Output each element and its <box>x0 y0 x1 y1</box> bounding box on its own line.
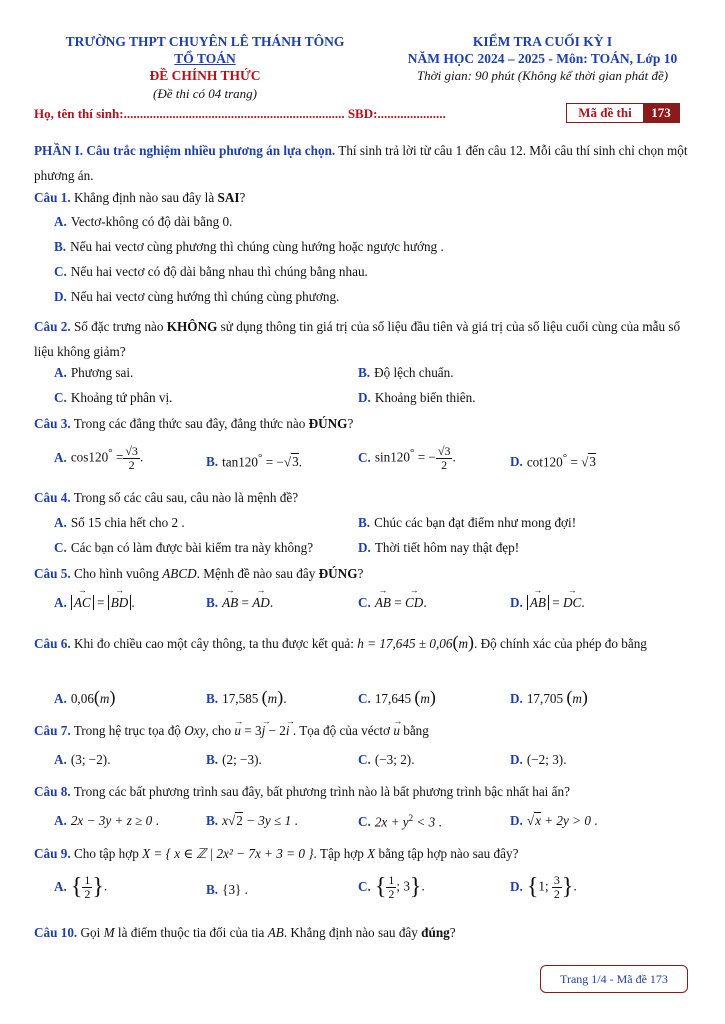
q1-option-a[interactable] <box>54 214 232 230</box>
question-label: Câu 2. <box>34 319 71 334</box>
question-text: Trong các đẳng thức sau đây, đẳng thức nào <box>70 416 309 431</box>
option-key: A. <box>54 752 67 767</box>
formula: . <box>269 595 274 610</box>
option-key: A. <box>54 813 67 828</box>
vector: → i <box>286 722 290 740</box>
q2-option-a[interactable] <box>54 365 133 381</box>
question-text: , cho <box>205 723 235 738</box>
question-text: Khi đo chiều cao một cây thông, ta thu được kết quả: <box>70 636 358 651</box>
formula: cos120 <box>70 449 109 465</box>
formula: − 3y ≤ 1 <box>242 813 292 828</box>
denominator: 2 <box>553 887 560 901</box>
q7-option-c[interactable]: C. (−3; 2). <box>358 752 415 767</box>
option-text: Nếu hai vectơ có độ dài bằng nhau thì chúng bằng nhau. <box>70 264 368 279</box>
option-key: C. <box>358 449 371 465</box>
formula: cot120 <box>526 454 563 470</box>
question-emphasis: KHÔNG <box>166 319 218 334</box>
q9-option-a[interactable]: A. { $\frac{1}{2}$ }. <box>54 873 108 901</box>
formula: . <box>131 595 135 610</box>
option-key: B. <box>206 454 219 470</box>
formula: ; 3 <box>396 878 410 894</box>
formula: = <box>567 454 582 470</box>
question-5 <box>34 565 690 583</box>
radicand: 2 <box>236 813 243 828</box>
option-text: (−3; 2) <box>374 752 412 767</box>
option-key: C. <box>54 390 67 405</box>
sbd-dots: ..................... <box>377 106 446 121</box>
denominator: 2 <box>388 887 395 901</box>
question-text: . Khẳng định nào sau đây <box>283 925 422 940</box>
q9-option-d[interactable]: D. {1; $\frac{3}{2}$ }. <box>510 873 577 901</box>
degree: ° <box>562 452 568 464</box>
question-2 <box>34 314 690 364</box>
option-text: 3 <box>228 882 236 897</box>
option-key: B. <box>206 882 219 897</box>
part1-intro <box>34 138 690 188</box>
part1-title: PHẦN I. Câu trắc nghiệm nhiều phương án lựa chọn. <box>34 143 336 158</box>
option-key: A. <box>54 595 67 610</box>
question-label: Câu 6. <box>34 636 71 651</box>
formula: = <box>93 595 108 610</box>
question-text: . Độ chính xác của phép đo bằng <box>474 636 647 651</box>
option-text: Nếu hai vectơ cùng hướng thì chúng cùng phương. <box>70 289 340 304</box>
q9-option-c[interactable]: C. { $\frac{1}{2}$ ; 3}. <box>358 873 425 901</box>
option-key: C. <box>54 264 67 279</box>
question-text: bằng tập hợp nào sau đây? <box>375 846 519 861</box>
q6-option-a[interactable]: A. 0,06(m) <box>54 687 116 707</box>
question-label: Câu 9. <box>34 846 71 861</box>
degree: ° <box>410 447 415 460</box>
formula: . <box>423 595 427 610</box>
school-name: TRƯỜNG THPT CHUYÊN LÊ THÁNH TÔNG <box>65 34 345 49</box>
q1-option-c[interactable] <box>54 264 368 280</box>
question-text: Trong số các câu sau, câu nào là mệnh đề? <box>70 490 299 505</box>
question-9 <box>34 845 690 863</box>
q4-option-a[interactable] <box>54 515 185 531</box>
q6-option-d[interactable]: D. 17,705 (m) <box>510 687 588 707</box>
question-emphasis: đúng <box>421 925 450 940</box>
formula: tan120 <box>222 454 258 470</box>
department-label: TỔ TOÁN <box>174 51 236 66</box>
question-4 <box>34 489 690 507</box>
option-key: C. <box>358 595 371 610</box>
year-subject: NĂM HỌC 2024 – 2025 - Môn: TOÁN, Lớp 10 <box>407 51 678 66</box>
q5-option-a[interactable] <box>54 595 135 611</box>
option-key: D. <box>510 691 523 706</box>
option-text: Phương sai. <box>70 365 134 380</box>
option-text: 2x − 3y + z ≥ 0 <box>70 813 153 828</box>
question-8 <box>34 783 690 801</box>
math-symbol: M <box>103 925 115 940</box>
option-key: C. <box>54 540 67 555</box>
option-text: Khoảng tứ phân vị. <box>70 390 173 405</box>
question-text: . Mệnh đề nào sau đây <box>196 566 319 581</box>
q9-option-b[interactable]: B. {3} . <box>206 882 248 897</box>
option-key: A. <box>54 878 67 894</box>
option-key: C. <box>358 814 371 830</box>
numerator: 1 <box>388 873 395 887</box>
question-7 <box>34 722 690 740</box>
q4-option-b[interactable] <box>358 515 576 531</box>
formula: . <box>298 454 303 470</box>
name-label: Họ, tên thí sinh: <box>34 106 124 121</box>
vector-magnitude <box>71 595 94 610</box>
option-key: A. <box>54 214 67 229</box>
option-text: (3; −2) <box>70 752 108 767</box>
vector: → AC <box>74 595 91 611</box>
vector: → DC <box>563 595 581 611</box>
q6-option-b[interactable]: B. 17,585 (m). <box>206 687 287 707</box>
formula: . <box>152 813 159 828</box>
option-key: B. <box>358 365 371 380</box>
question-text: Trong hệ trục tọa độ <box>70 723 185 738</box>
math-symbol: ABCD <box>162 566 197 581</box>
unit: m <box>572 691 582 706</box>
time-note: Thời gian: 90 phút (Không kể thời gian phát đề) <box>416 68 669 83</box>
question-emphasis: ĐÚNG <box>308 416 348 431</box>
numerator: √3 <box>125 444 138 458</box>
q8-option-c[interactable] <box>358 813 442 830</box>
q7-option-a[interactable]: A. (3; −2). <box>54 752 111 767</box>
q3-option-b[interactable]: B. tan120° = −√3. <box>206 452 303 470</box>
page-footer: Trang 1/4 - Mã đề 173 <box>540 965 688 993</box>
question-label: Câu 5. <box>34 566 71 581</box>
vector: → AD <box>252 595 270 611</box>
official-label: ĐỀ CHÍNH THỨC <box>149 68 261 83</box>
option-key: A. <box>54 515 67 530</box>
option-key: C. <box>358 691 371 706</box>
question-label: Câu 3. <box>34 416 71 431</box>
denominator: 2 <box>441 458 448 472</box>
question-text: là điểm thuộc tia đối của tia <box>114 925 268 940</box>
option-key: B. <box>206 595 219 610</box>
q5-option-b[interactable] <box>206 595 273 611</box>
name-dots: .................................................................... <box>123 106 345 121</box>
question-6: Câu 6. Khi đo chiều cao một cây thông, ta thu được kết quả: h = 17,645 ± 0,06(m). Độ chính xác của phép đo bằng <box>34 632 647 652</box>
option-key: B. <box>358 515 371 530</box>
question-text: . Tập hợp <box>313 846 368 861</box>
set-definition: X = { x ∈ ℤ | 2x² − 7x + 3 = 0 } <box>142 846 314 861</box>
exam-code-value: 173 <box>643 104 679 122</box>
q6-option-c[interactable]: C. 17,645 (m) <box>358 687 436 707</box>
fraction <box>386 874 396 901</box>
exponent: 2 <box>408 813 414 823</box>
formula: = 3 <box>240 723 262 738</box>
question-label: Câu 1. <box>34 190 71 205</box>
question-text: Gọi <box>77 925 104 940</box>
option-key: B. <box>206 691 219 706</box>
denominator: 2 <box>128 458 135 472</box>
candidate-name-line[interactable] <box>34 106 446 122</box>
formula: = <box>548 595 563 610</box>
q3-option-a[interactable] <box>54 445 143 472</box>
q7-option-d[interactable]: D. (−2; 3). <box>510 752 567 767</box>
fraction <box>552 874 562 901</box>
question-text: Khẳng định nào sau đây là <box>70 190 218 205</box>
denominator: 2 <box>84 887 91 901</box>
option-text: 17,585 <box>222 691 259 706</box>
option-key: B. <box>54 239 67 254</box>
question-emphasis: SAI <box>217 190 240 205</box>
question-text: . Tọa độ của véctơ <box>289 723 394 738</box>
q8-option-a[interactable] <box>54 813 159 829</box>
vector: → u <box>234 722 241 740</box>
option-text: Số 15 chia hết cho 2 . <box>70 515 185 530</box>
formula: . <box>581 595 585 610</box>
degree: ° <box>108 447 113 460</box>
option-text: 17,705 <box>526 691 564 706</box>
question-label: Câu 10. <box>34 925 78 940</box>
formula: = <box>390 595 405 610</box>
option-key: D. <box>510 752 523 767</box>
fraction <box>123 445 140 472</box>
option-key: D. <box>54 289 67 304</box>
vector-magnitude <box>108 595 135 610</box>
question-3 <box>34 415 690 433</box>
numerator: √3 <box>437 444 451 458</box>
pages-note: (Đề thi có 04 trang) <box>153 86 257 101</box>
question-label: Câu 4. <box>34 490 71 505</box>
q4-option-c[interactable] <box>54 540 313 556</box>
option-text: Vectơ-không có độ dài bằng 0. <box>70 214 233 229</box>
option-text: 17,645 <box>374 691 412 706</box>
formula: . <box>590 813 598 828</box>
sbd-label: SBD: <box>347 106 378 121</box>
q2-option-c[interactable] <box>54 390 172 406</box>
formula: x <box>222 813 228 828</box>
q5-option-d[interactable] <box>510 595 585 611</box>
question-text: Cho hình vuông <box>70 566 163 581</box>
question-label: Câu 8. <box>34 784 71 799</box>
question-1 <box>34 189 690 207</box>
option-text: Thời tiết hôm nay thật đẹp! <box>374 540 520 555</box>
vector: → j <box>262 722 266 740</box>
formula: 2x + y <box>374 814 409 830</box>
numerator: 3 <box>553 873 560 887</box>
q8-option-d[interactable]: D. √x + 2y > 0 . <box>510 813 598 828</box>
formula: + 2y > 0 <box>540 813 591 828</box>
unit: m <box>99 691 110 706</box>
option-key: A. <box>54 365 67 380</box>
option-text: Khoảng biến thiên. <box>374 390 476 405</box>
option-text: (−2; 3) <box>526 752 564 767</box>
option-text: Chúc các bạn đạt điểm như mong đợi! <box>374 515 577 530</box>
exam-code-label: Mã đề thi <box>578 105 632 120</box>
q7-option-b[interactable]: B. (2; −3). <box>206 752 262 767</box>
q2-option-b[interactable] <box>358 365 454 381</box>
vector: → u <box>393 722 400 740</box>
question-text: ? <box>347 416 354 431</box>
formula: = <box>238 595 253 610</box>
vector: → AB <box>222 595 238 611</box>
formula: = − <box>262 454 284 470</box>
formula: − 2 <box>265 723 286 738</box>
option-key: D. <box>358 390 371 405</box>
option-key: D. <box>510 454 523 470</box>
fraction <box>82 874 92 901</box>
formula: = − <box>414 449 436 465</box>
unit: m <box>458 636 469 651</box>
question-label: Câu 7. <box>34 723 71 738</box>
q4-option-d[interactable] <box>358 540 519 556</box>
option-text: Độ lệch chuẩn. <box>374 365 454 380</box>
formula: . <box>291 813 298 828</box>
vector-magnitude <box>527 595 549 610</box>
radicand: x <box>535 813 541 828</box>
option-key: A. <box>54 449 67 465</box>
part1-instruction: Thí sinh trả lời từ câu 1 đến câu 12. Mỗi câu thí sinh chỉ chọn một phương án. <box>34 143 688 183</box>
degree: ° <box>258 452 263 464</box>
vector: → CD <box>405 595 423 611</box>
question-text: bằng <box>399 723 429 738</box>
q8-option-b[interactable]: B. x√2 − 3y ≤ 1 . <box>206 813 298 828</box>
math-symbol: Oxy <box>184 723 206 738</box>
option-text: 0,06 <box>70 691 94 706</box>
option-key: D. <box>358 540 371 555</box>
option-key: A. <box>54 691 67 706</box>
question-text: Trong các bất phương trình sau đây, bất phương trình nào là bất phương trình bậc nhất hai ẩn? <box>70 784 570 799</box>
vector: → AB <box>530 595 546 611</box>
department <box>40 51 370 67</box>
question-text: Cho tập hợp <box>70 846 143 861</box>
formula: h = 17,645 ± 0,06 <box>357 636 453 651</box>
q5-option-c[interactable] <box>358 595 427 611</box>
question-text: Số đặc trưng nào <box>70 319 167 334</box>
formula: . <box>435 814 442 830</box>
question-text: ? <box>449 925 456 940</box>
formula: 1; <box>538 878 552 894</box>
q3-option-c[interactable] <box>358 445 456 472</box>
q2-option-d[interactable] <box>358 390 476 406</box>
formula: sin120 <box>374 449 410 465</box>
option-text: Nếu hai vectơ cùng phương thì chúng cùng hướng hoặc ngược hướng . <box>70 239 444 254</box>
q3-option-d[interactable]: D. cot120° = √3 <box>510 452 597 470</box>
option-text: (2; −3) <box>222 752 259 767</box>
option-text: Các bạn có làm được bài kiểm tra này không? <box>70 540 314 555</box>
exam-title: KIỂM TRA CUỐI KỲ I <box>472 34 613 49</box>
q1-option-b[interactable] <box>54 239 444 255</box>
radicand: 3 <box>292 454 299 470</box>
numerator: 1 <box>84 873 91 887</box>
option-key: B. <box>206 752 219 767</box>
exam-code-box <box>566 103 680 123</box>
formula: = <box>112 449 124 465</box>
vector: → AB <box>375 595 391 611</box>
option-key: C. <box>358 878 371 894</box>
math-symbol: AB <box>267 925 284 940</box>
unit: m <box>420 691 430 706</box>
radicand: 3 <box>589 454 597 470</box>
unit: m <box>267 691 278 706</box>
vector: → BD <box>111 595 129 611</box>
fraction <box>436 444 456 472</box>
math-symbol: X <box>367 846 376 861</box>
option-key: B. <box>206 813 219 828</box>
question-text: ? <box>357 566 364 581</box>
question-10 <box>34 924 690 942</box>
question-emphasis: ĐÚNG <box>318 566 358 581</box>
option-key: D. <box>510 813 523 828</box>
formula: . <box>139 449 144 465</box>
option-key: C. <box>358 752 371 767</box>
q1-option-d[interactable] <box>54 289 339 305</box>
question-text: ? <box>239 190 246 205</box>
formula: . <box>452 449 456 465</box>
option-key: D. <box>510 878 523 894</box>
option-key: D. <box>510 595 523 610</box>
question-text: sử dụng thông tin giá trị của số liệu đầu tiên và giá trị của số liệu cuối cùng của mẫu số liệu không giảm? <box>34 319 681 359</box>
formula: < 3 <box>413 814 436 830</box>
